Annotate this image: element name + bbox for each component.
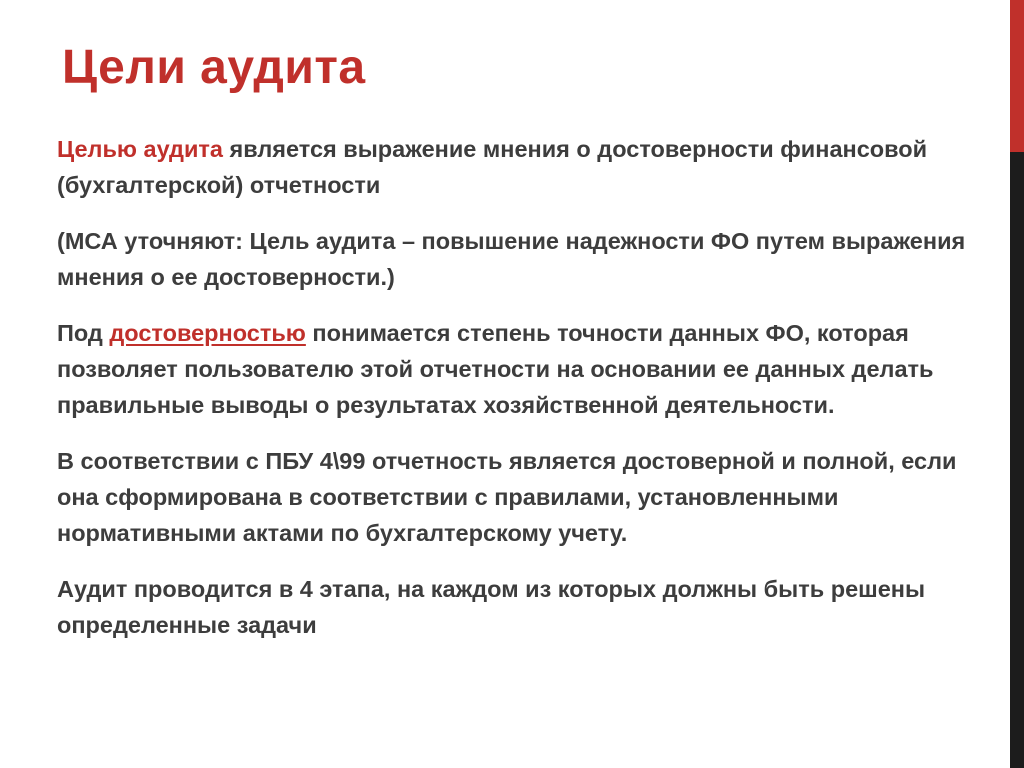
- paragraph-pbu: В соответствии с ПБУ 4\99 отчетность является достоверной и полной, если она сформирована в соответствии с правилами, установленными нормативными актами по бухгалтерскому учету.: [57, 448, 957, 546]
- highlight-reliability-term: достоверностью: [109, 320, 306, 346]
- paragraph-reliability: [57, 315, 987, 423]
- edge-bar-accent: [1010, 0, 1024, 152]
- paragraph-reliability-lead: Под: [57, 320, 110, 346]
- edge-bar: [1010, 0, 1024, 768]
- paragraph-goal-text: является выражение мнения о достоверности финансовой (бухгалтерской) отчетности: [57, 136, 928, 198]
- paragraph-stages: Аудит проводится в 4 этапа, на каждом из которых должны быть решены определенные задачи: [57, 576, 926, 638]
- slide-body: [57, 131, 987, 643]
- slide-title: Цели аудита: [62, 41, 366, 94]
- paragraph-reliability-text: понимается степень точности данных ФО, которая позволяет пользователю этой отчетности на основании ее данных делать правильные выводы о результатах хозяйственной деятельности.: [57, 320, 934, 418]
- paragraph-goal: [57, 131, 987, 203]
- highlight-goal-term: Целью аудита: [57, 136, 223, 162]
- paragraph-isa-note: (МСА уточняют: Цель аудита – повышение надежности ФО путем выражения мнения о ее достоверности.): [57, 228, 966, 290]
